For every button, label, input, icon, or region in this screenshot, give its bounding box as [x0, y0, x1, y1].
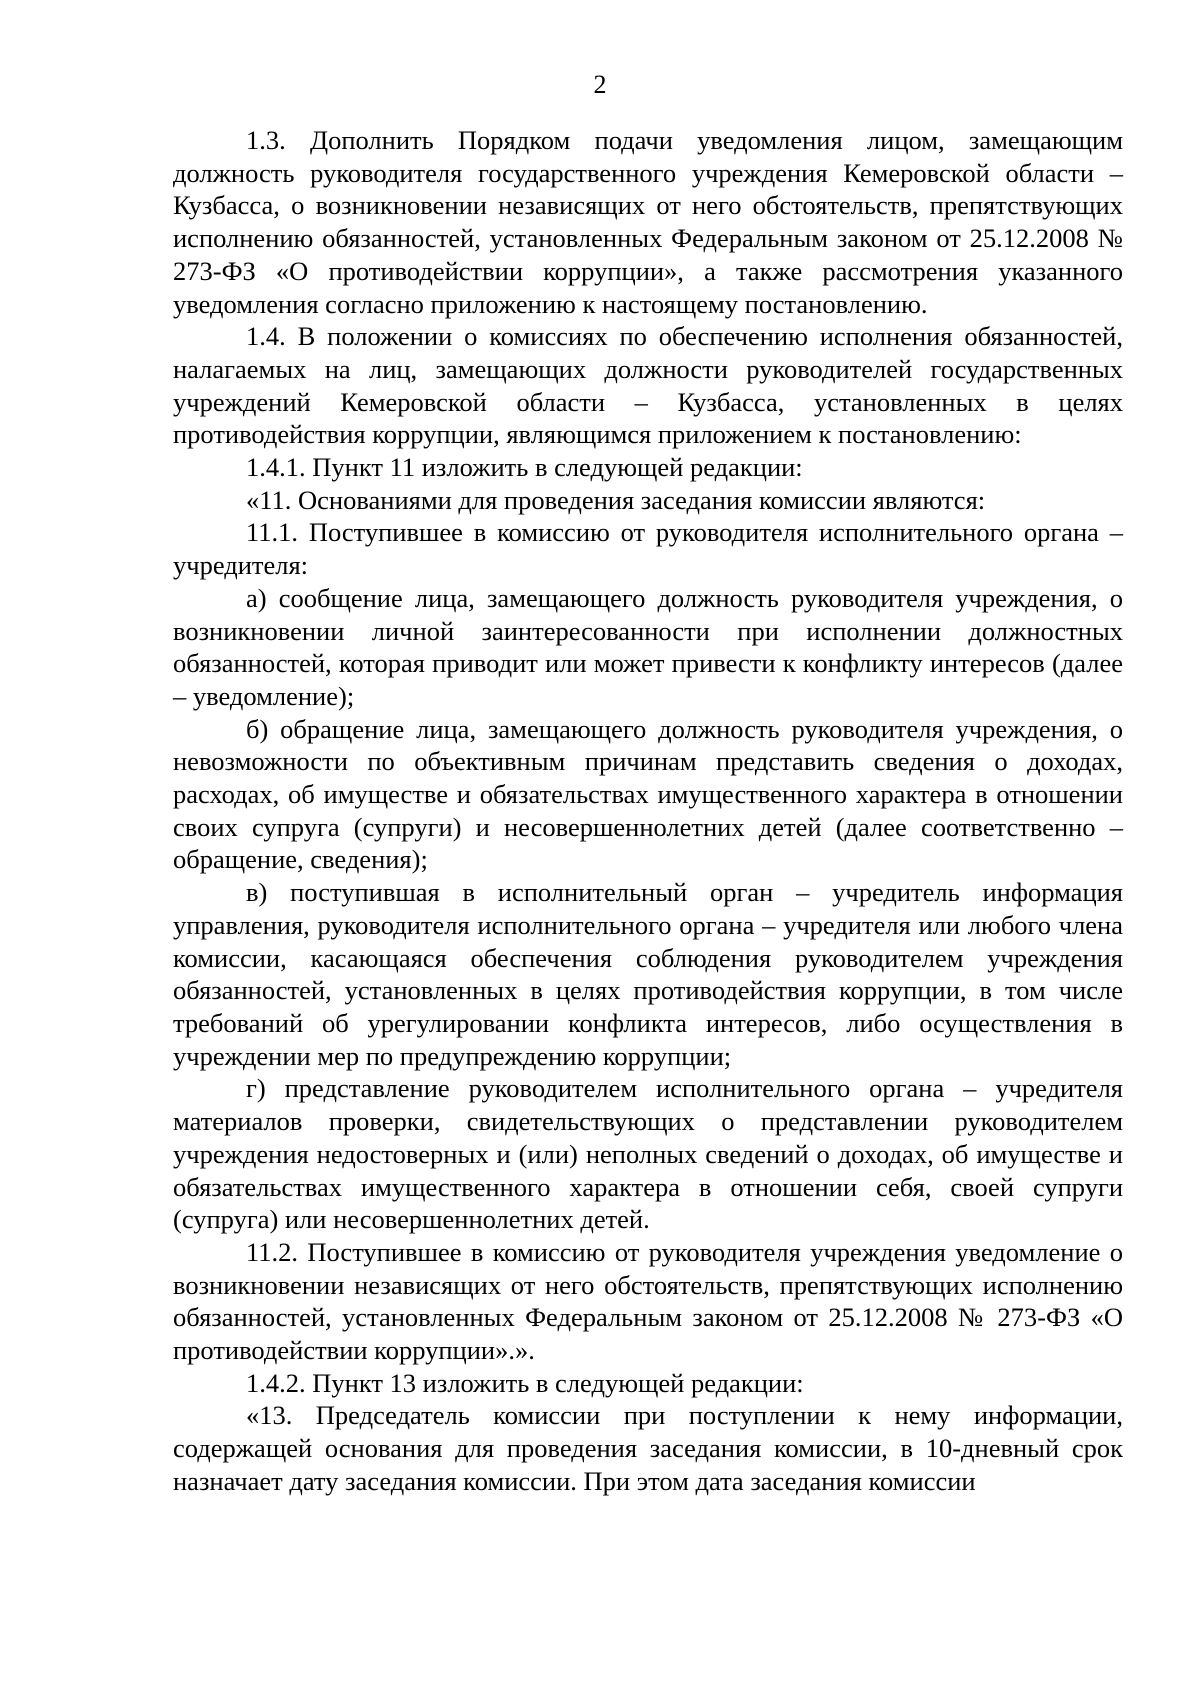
page-number: 2 — [593, 70, 607, 99]
paragraph-11-1-a: а) сообщение лица, замещающего должность руководителя учреждения, о возникновении личной заинтересованности при исполнении должностных обязанностей, которая приводит или может привести к конфликту интересов (далее – уведомление); — [173, 582, 1123, 711]
paragraph-11-1-g: г) представление руководителем исполнительного органа – учредителя материалов проверки, свидетельствующих о представлении руководителем учреждения недостоверных и (или) неполных сведений о доходах, об имуществе и обязательствах имущественного характера в отношении себя, своей супруги (супруга) или несовершеннолетних детей. — [173, 1073, 1123, 1235]
paragraph-11-1: 11.1. Поступившее в комиссию от руководителя исполнительного органа – учредителя: — [173, 517, 1123, 581]
paragraph-1-4: 1.4. В положении о комиссиях по обеспечению исполнения обязанностей, налагаемых на лиц, замещающих должности руководителей государственных учреждений Кемеровской области – Кузбасса, установленных в целях противодействия коррупции, являющимся приложением к постановлению: — [173, 321, 1123, 450]
paragraph-11-2: 11.2. Поступившее в комиссию от руководителя учреждения уведомление о возникновении независящих от него обстоятельств, препятствующих исполнению обязанностей, установленных Федеральным законом от 25.12.2008 № 273-ФЗ «О противодействии коррупции».». — [173, 1236, 1123, 1366]
paragraph-1-3: 1.3. Дополнить Порядком подачи уведомления лицом, замещающим должность руководителя государственного учреждения Кемеровской области – Кузбасса, о возникновении независящих от него обстоятельств, препятствующих исполнению обязанностей, установленных Федеральным законом от 25.12.2008 № 273-ФЗ «О противодействии коррупции», а также рассмотрения указанного уведомления согласно приложению к настоящему постановлению. — [173, 125, 1123, 319]
paragraph-11: «11. Основаниями для проведения заседания комиссии являются: — [246, 484, 986, 515]
paragraph-11-1-v: в) поступившая в исполнительный орган – учредитель информация управления, руководителя исполнительного органа – учредителя или любого члена комиссии, касающаяся обеспечения соблюдения руководителем учреждения обязанностей, установленных в целях противодействия коррупции, в том числе требований об урегулировании конфликта интересов, либо осуществления в учреждении мер по предупреждению коррупции; — [173, 877, 1123, 1071]
paragraph-13: «13. Председатель комиссии при поступлении к нему информации, содержащей основания для проведения заседания комиссии, в 10-дневный срок назначает дату заседания комиссии. При этом дата заседания комиссии — [173, 1400, 1123, 1496]
paragraph-1-4-1: 1.4.1. Пункт 11 изложить в следующей редакции: — [246, 452, 803, 483]
paragraph-1-4-2: 1.4.2. Пункт 13 изложить в следующей редакции: — [246, 1367, 804, 1398]
document-body — [173, 124, 1123, 1498]
paragraph-11-1-b: б) обращение лица, замещающего должность руководителя учреждения, о невозможности по объективным причинам представить сведения о доходах, расходах, об имуществе и обязательствах имущественного характера в отношении своих супруга (супруги) и несовершеннолетних детей (далее соответственно – обращение, сведения); — [173, 713, 1123, 875]
